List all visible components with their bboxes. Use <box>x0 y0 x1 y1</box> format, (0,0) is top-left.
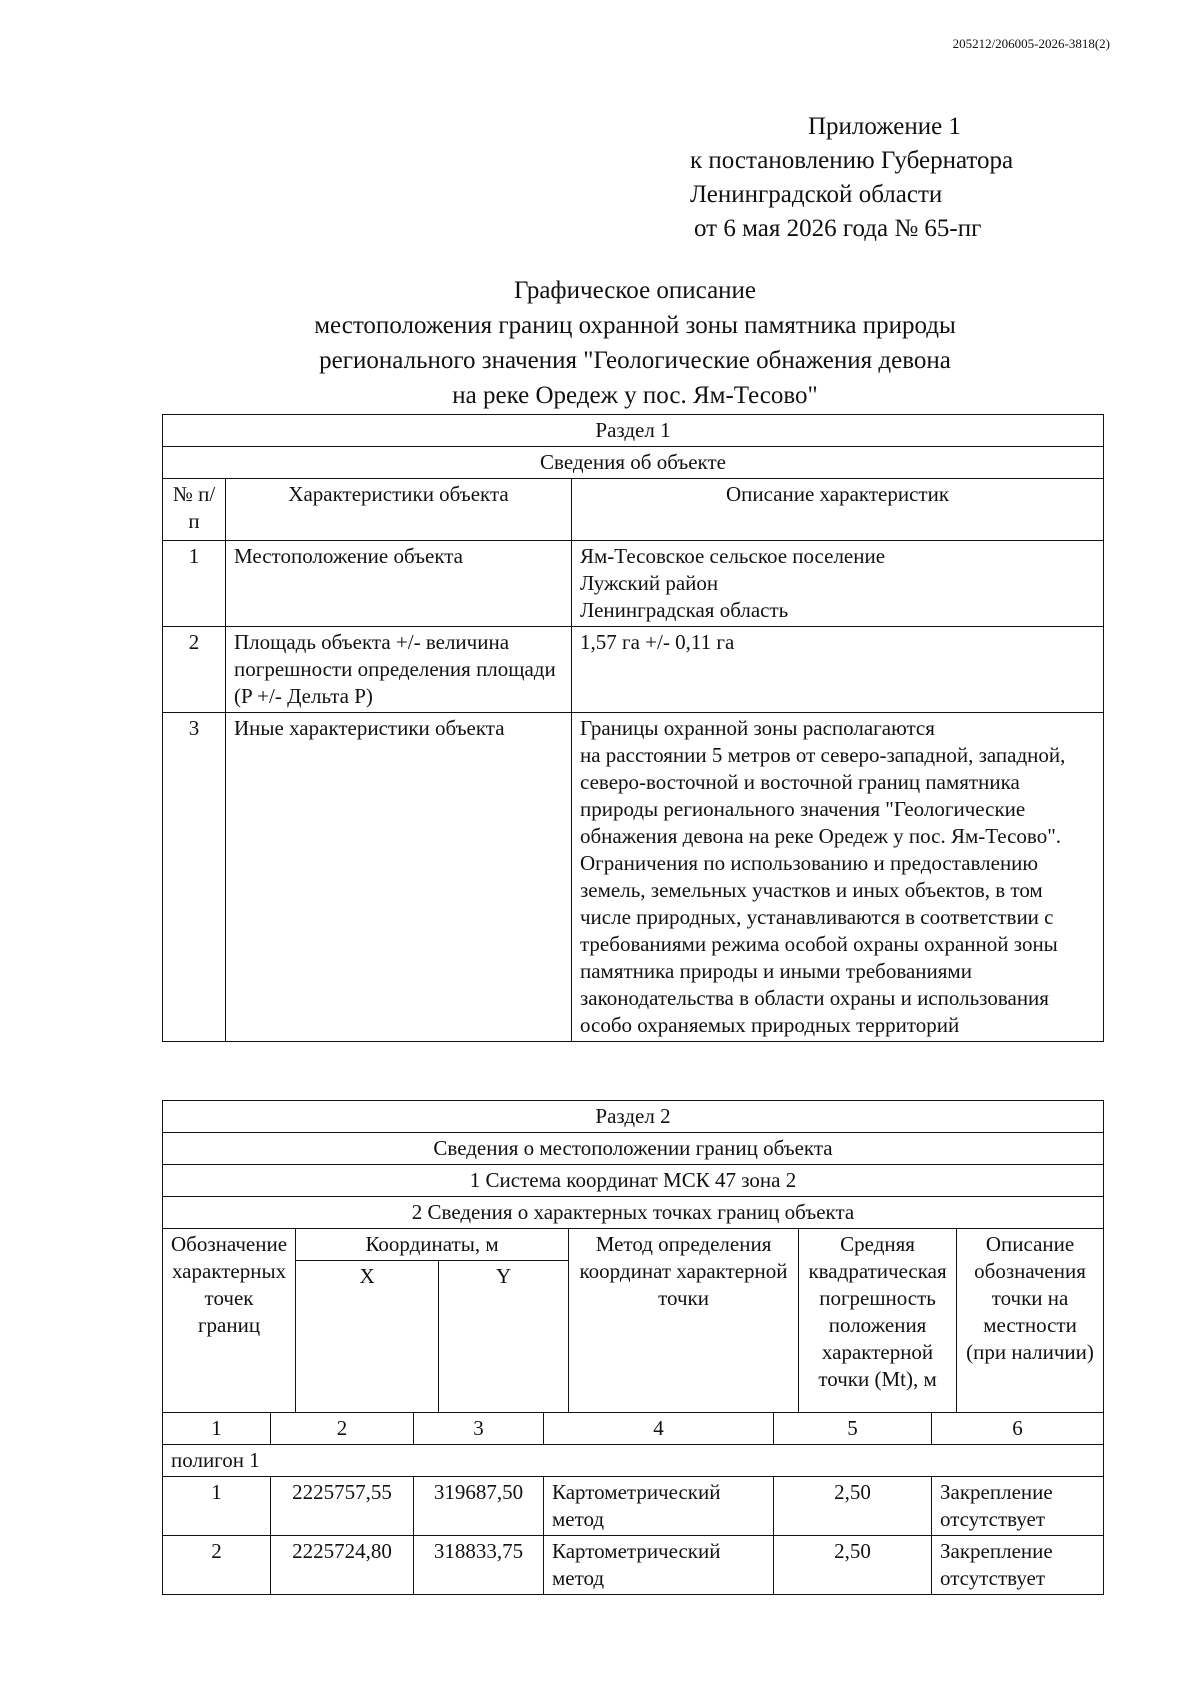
point-y: 319687,50 <box>414 1477 544 1536</box>
row-desc: Ям-Тесовское сельское поселение Лужский район Ленинградская область <box>572 541 1104 627</box>
approval-block <box>690 110 1013 246</box>
point-error: 2,50 <box>774 1477 932 1536</box>
col-number: 4 <box>544 1413 774 1445</box>
row-char: Иные характеристики объекта <box>226 713 572 1042</box>
point-y: 318833,75 <box>414 1536 544 1595</box>
col-number: 2 <box>271 1413 414 1445</box>
row-desc: 1,57 га +/- 0,11 га <box>572 627 1104 713</box>
section1-subheading: Сведения об объекте <box>163 447 1104 479</box>
col-y-header: Y <box>439 1261 569 1413</box>
point-id: 2 <box>163 1536 271 1595</box>
col-number: 1 <box>163 1413 271 1445</box>
table-row <box>163 541 1104 627</box>
point-error: 2,50 <box>774 1536 932 1595</box>
document-number: 205212/206005-2026-3818(2) <box>952 36 1110 51</box>
table-row <box>163 1477 1104 1536</box>
points-heading: 2 Сведения о характерных точках границ объекта <box>163 1197 1104 1229</box>
section1-table <box>162 414 1104 1042</box>
section2-heading: Раздел 2 <box>163 1101 1104 1133</box>
col-description-header: Описание обозначения точки на местности (при наличии) <box>957 1229 1104 1413</box>
col-x-header: X <box>296 1261 439 1413</box>
table-row <box>163 627 1104 713</box>
col-method-header: Метод определения координат характерной точки <box>569 1229 799 1413</box>
row-num: 2 <box>163 627 226 713</box>
title-line-1: Графическое описание <box>513 277 757 304</box>
approval-line-2: к постановлению Губернатора <box>690 147 1014 174</box>
col-num-header: № п/п <box>163 479 226 541</box>
title-line-4: на реке Оредеж у пос. Ям-Тесово" <box>452 382 818 409</box>
col-desc-header: Описание характеристик <box>572 479 1104 541</box>
approval-line-3: Ленинградской области <box>690 181 943 208</box>
points-table <box>162 1412 1104 1595</box>
coord-system: 1 Система координат МСК 47 зона 2 <box>163 1165 1104 1197</box>
row-num: 3 <box>163 713 226 1042</box>
row-char: Площадь объекта +/- величина погрешности определения площади (P +/- Дельта P) <box>226 627 572 713</box>
title-line-3: регионального значения "Геологические обнажения девона <box>319 347 951 374</box>
point-id: 1 <box>163 1477 271 1536</box>
col-designation-header: Обозначение характерных точек границ <box>163 1229 296 1413</box>
section2-subheading: Сведения о местоположении границ объекта <box>163 1133 1104 1165</box>
polygon-label: полигон 1 <box>163 1445 1104 1477</box>
approval-line-1: Приложение 1 <box>808 113 961 140</box>
point-desc: Закрепление отсутствует <box>932 1477 1104 1536</box>
point-method: Картометрический метод <box>544 1477 774 1536</box>
col-error-header: Средняя квадратическая погрешность положения характерной точки (Mt), м <box>799 1229 957 1413</box>
approval-line-4: от 6 мая 2026 года № 65-пг <box>694 215 982 242</box>
table-row <box>163 1536 1104 1595</box>
row-desc: Границы охранной зоны располагаются на расстоянии 5 метров от северо-западной, западной, северо-восточной и восточной границ памятника природы регионального значения "Геологические обнажения девона на реке Оредеж у пос. Ям-Тесово". Ограничения по использованию и предоставлению земель, земельных участков и иных объектов, в том числе природных, устанавливаются в соответствии с требованиями режима особой охраны охранной зоны памятника природы и иными требованиями законодательства в области охраны и использования особо охраняемых природных территорий <box>572 713 1104 1042</box>
col-char-header: Характеристики объекта <box>226 479 572 541</box>
col-number: 6 <box>932 1413 1104 1445</box>
row-char: Местоположение объекта <box>226 541 572 627</box>
point-desc: Закрепление отсутствует <box>932 1536 1104 1595</box>
point-method: Картометрический метод <box>544 1536 774 1595</box>
section2-table <box>162 1100 1104 1413</box>
col-coords-header: Координаты, м <box>296 1229 569 1261</box>
title-line-2: местоположения границ охранной зоны памятника природы <box>314 312 956 339</box>
col-number: 3 <box>414 1413 544 1445</box>
row-num: 1 <box>163 541 226 627</box>
document-title <box>150 273 1120 413</box>
column-numbers-row <box>163 1413 1104 1445</box>
section1-heading: Раздел 1 <box>163 415 1104 447</box>
point-x: 2225724,80 <box>271 1536 414 1595</box>
col-number: 5 <box>774 1413 932 1445</box>
point-x: 2225757,55 <box>271 1477 414 1536</box>
table-row <box>163 713 1104 1042</box>
